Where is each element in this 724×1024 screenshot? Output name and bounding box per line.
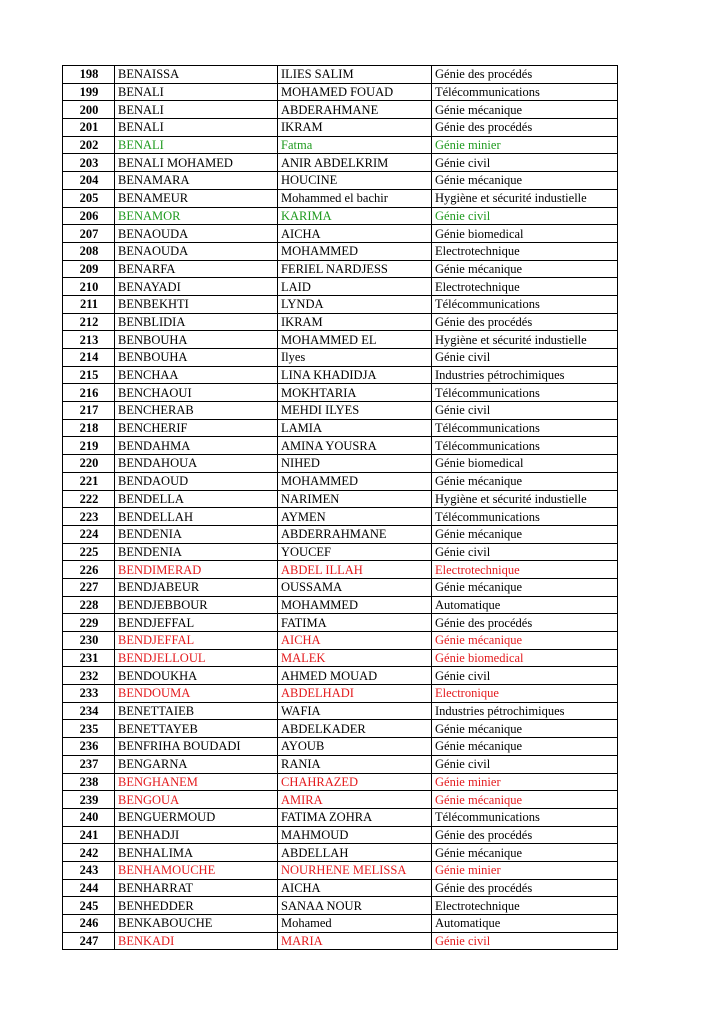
row-number-cell: 243 (63, 861, 115, 879)
first-name-cell: MOHAMED FOUAD (278, 83, 432, 101)
last-name-cell: BENHAMOUCHE (115, 861, 278, 879)
first-name-cell: ABDEL ILLAH (278, 561, 432, 579)
program-cell: Télécommunications (432, 437, 618, 455)
table-row (63, 791, 618, 809)
table-row (63, 172, 618, 190)
program-cell: Industries pétrochimiques (432, 366, 618, 384)
row-number-cell: 204 (63, 172, 115, 190)
first-name-cell: MOKHTARIA (278, 384, 432, 402)
first-name-cell: CHAHRAZED (278, 773, 432, 791)
program-cell: Génie mécanique (432, 632, 618, 650)
program-cell: Génie minier (432, 136, 618, 154)
table-row (63, 349, 618, 367)
last-name-cell: BENETTAIEB (115, 702, 278, 720)
first-name-cell: MALEK (278, 649, 432, 667)
first-name-cell: FERIEL NARDJESS (278, 260, 432, 278)
row-number-cell: 212 (63, 313, 115, 331)
row-number-cell: 223 (63, 508, 115, 526)
row-number-cell: 201 (63, 119, 115, 137)
row-number-cell: 216 (63, 384, 115, 402)
program-cell: Génie des procédés (432, 826, 618, 844)
program-cell: Télécommunications (432, 808, 618, 826)
table-row (63, 738, 618, 756)
program-cell: Electrotechnique (432, 242, 618, 260)
first-name-cell: MOHAMMED (278, 472, 432, 490)
last-name-cell: BENBLIDIA (115, 313, 278, 331)
last-name-cell: BENAMOR (115, 207, 278, 225)
first-name-cell: SANAA NOUR (278, 897, 432, 915)
first-name-cell: WAFIA (278, 702, 432, 720)
last-name-cell: BENAOUDA (115, 242, 278, 260)
table-row (63, 225, 618, 243)
row-number-cell: 198 (63, 66, 115, 84)
program-cell: Génie civil (432, 402, 618, 420)
row-number-cell: 240 (63, 808, 115, 826)
program-cell: Génie civil (432, 667, 618, 685)
row-number-cell: 235 (63, 720, 115, 738)
table-row (63, 773, 618, 791)
last-name-cell: BENARFA (115, 260, 278, 278)
table-row (63, 879, 618, 897)
program-cell: Industries pétrochimiques (432, 702, 618, 720)
row-number-cell: 208 (63, 242, 115, 260)
row-number-cell: 219 (63, 437, 115, 455)
first-name-cell: MAHMOUD (278, 826, 432, 844)
last-name-cell: BENAOUDA (115, 225, 278, 243)
last-name-cell: BENCHERIF (115, 419, 278, 437)
program-cell: Génie mécanique (432, 525, 618, 543)
first-name-cell: FATIMA (278, 614, 432, 632)
first-name-cell: HOUCINE (278, 172, 432, 190)
first-name-cell: Ilyes (278, 349, 432, 367)
last-name-cell: BENALI (115, 83, 278, 101)
last-name-cell: BENALI MOHAMED (115, 154, 278, 172)
last-name-cell: BENAISSA (115, 66, 278, 84)
program-cell: Génie minier (432, 773, 618, 791)
first-name-cell: AMIRA (278, 791, 432, 809)
table-row (63, 455, 618, 473)
last-name-cell: BENAMARA (115, 172, 278, 190)
last-name-cell: BENDAHMA (115, 437, 278, 455)
program-cell: Génie biomedical (432, 225, 618, 243)
row-number-cell: 199 (63, 83, 115, 101)
row-number-cell: 247 (63, 932, 115, 950)
program-cell: Génie mécanique (432, 172, 618, 190)
table-row (63, 897, 618, 915)
program-cell: Télécommunications (432, 83, 618, 101)
last-name-cell: BENDAOUD (115, 472, 278, 490)
last-name-cell: BENBEKHTI (115, 295, 278, 313)
program-cell: Télécommunications (432, 419, 618, 437)
table-row (63, 83, 618, 101)
row-number-cell: 221 (63, 472, 115, 490)
program-cell: Télécommunications (432, 508, 618, 526)
program-cell: Génie biomedical (432, 649, 618, 667)
row-number-cell: 232 (63, 667, 115, 685)
row-number-cell: 246 (63, 915, 115, 933)
table-row (63, 543, 618, 561)
first-name-cell: AYMEN (278, 508, 432, 526)
row-number-cell: 209 (63, 260, 115, 278)
last-name-cell: BENDJELLOUL (115, 649, 278, 667)
table-row (63, 596, 618, 614)
row-number-cell: 225 (63, 543, 115, 561)
last-name-cell: BENBOUHA (115, 349, 278, 367)
row-number-cell: 200 (63, 101, 115, 119)
first-name-cell: RANIA (278, 755, 432, 773)
table-row (63, 119, 618, 137)
row-number-cell: 233 (63, 685, 115, 703)
first-name-cell: ABDELKADER (278, 720, 432, 738)
program-cell: Génie des procédés (432, 614, 618, 632)
row-number-cell: 214 (63, 349, 115, 367)
first-name-cell: MOHAMMED (278, 596, 432, 614)
program-cell: Génie mécanique (432, 472, 618, 490)
first-name-cell: ANIR ABDELKRIM (278, 154, 432, 172)
program-cell: Hygiène et sécurité industielle (432, 331, 618, 349)
row-number-cell: 203 (63, 154, 115, 172)
row-number-cell: 218 (63, 419, 115, 437)
first-name-cell: AYOUB (278, 738, 432, 756)
first-name-cell: Mohamed (278, 915, 432, 933)
row-number-cell: 231 (63, 649, 115, 667)
row-number-cell: 215 (63, 366, 115, 384)
table-row (63, 614, 618, 632)
row-number-cell: 242 (63, 844, 115, 862)
first-name-cell: ABDELLAH (278, 844, 432, 862)
row-number-cell: 234 (63, 702, 115, 720)
first-name-cell: KARIMA (278, 207, 432, 225)
first-name-cell: LYNDA (278, 295, 432, 313)
program-cell: Génie mécanique (432, 720, 618, 738)
first-name-cell: MOHAMMED (278, 242, 432, 260)
first-name-cell: MOHAMMED EL (278, 331, 432, 349)
last-name-cell: BENHALIMA (115, 844, 278, 862)
first-name-cell: AICHA (278, 225, 432, 243)
first-name-cell: MEHDI ILYES (278, 402, 432, 420)
first-name-cell: ABDERAHMANE (278, 101, 432, 119)
last-name-cell: BENDJABEUR (115, 578, 278, 596)
table-row (63, 384, 618, 402)
table-row (63, 101, 618, 119)
last-name-cell: BENFRIHA BOUDADI (115, 738, 278, 756)
table-row (63, 702, 618, 720)
last-name-cell: BENDJEFFAL (115, 614, 278, 632)
last-name-cell: BENCHAOUI (115, 384, 278, 402)
row-number-cell: 236 (63, 738, 115, 756)
last-name-cell: BENDIMERAD (115, 561, 278, 579)
program-cell: Automatique (432, 915, 618, 933)
table-row (63, 419, 618, 437)
first-name-cell: NOURHENE MELISSA (278, 861, 432, 879)
last-name-cell: BENDOUKHA (115, 667, 278, 685)
table-row (63, 561, 618, 579)
last-name-cell: BENCHERAB (115, 402, 278, 420)
table-row (63, 66, 618, 84)
program-cell: Hygiène et sécurité industielle (432, 490, 618, 508)
last-name-cell: BENAMEUR (115, 189, 278, 207)
program-cell: Génie des procédés (432, 313, 618, 331)
table-row (63, 826, 618, 844)
row-number-cell: 210 (63, 278, 115, 296)
last-name-cell: BENDJEFFAL (115, 632, 278, 650)
table-row (63, 508, 618, 526)
program-cell: Electrotechnique (432, 278, 618, 296)
program-cell: Automatique (432, 596, 618, 614)
last-name-cell: BENALI (115, 101, 278, 119)
row-number-cell: 202 (63, 136, 115, 154)
table-row (63, 932, 618, 950)
first-name-cell: LAID (278, 278, 432, 296)
last-name-cell: BENHADJI (115, 826, 278, 844)
table-row (63, 313, 618, 331)
table-row (63, 808, 618, 826)
row-number-cell: 241 (63, 826, 115, 844)
table-row (63, 720, 618, 738)
row-number-cell: 217 (63, 402, 115, 420)
table-row (63, 667, 618, 685)
table-row (63, 207, 618, 225)
last-name-cell: BENDOUMA (115, 685, 278, 703)
last-name-cell: BENCHAA (115, 366, 278, 384)
last-name-cell: BENDENIA (115, 543, 278, 561)
row-number-cell: 222 (63, 490, 115, 508)
last-name-cell: BENHARRAT (115, 879, 278, 897)
row-number-cell: 245 (63, 897, 115, 915)
row-number-cell: 238 (63, 773, 115, 791)
last-name-cell: BENALI (115, 119, 278, 137)
last-name-cell: BENDAHOUA (115, 455, 278, 473)
last-name-cell: BENGHANEM (115, 773, 278, 791)
row-number-cell: 227 (63, 578, 115, 596)
first-name-cell: YOUCEF (278, 543, 432, 561)
first-name-cell: IKRAM (278, 119, 432, 137)
table-row (63, 366, 618, 384)
table-row (63, 844, 618, 862)
table-row (63, 685, 618, 703)
table-row (63, 331, 618, 349)
last-name-cell: BENGARNA (115, 755, 278, 773)
program-cell: Télécommunications (432, 295, 618, 313)
program-cell: Génie civil (432, 543, 618, 561)
row-number-cell: 228 (63, 596, 115, 614)
program-cell: Génie des procédés (432, 879, 618, 897)
program-cell: Génie biomedical (432, 455, 618, 473)
program-cell: Génie minier (432, 861, 618, 879)
program-cell: Génie mécanique (432, 578, 618, 596)
last-name-cell: BENETTAYEB (115, 720, 278, 738)
row-number-cell: 244 (63, 879, 115, 897)
first-name-cell: NIHED (278, 455, 432, 473)
row-number-cell: 206 (63, 207, 115, 225)
table-row (63, 136, 618, 154)
last-name-cell: BENDELLAH (115, 508, 278, 526)
table-row (63, 472, 618, 490)
first-name-cell: IKRAM (278, 313, 432, 331)
program-cell: Génie civil (432, 207, 618, 225)
row-number-cell: 207 (63, 225, 115, 243)
program-cell: Génie des procédés (432, 119, 618, 137)
table-row (63, 402, 618, 420)
row-number-cell: 230 (63, 632, 115, 650)
program-cell: Génie mécanique (432, 738, 618, 756)
first-name-cell: OUSSAMA (278, 578, 432, 596)
first-name-cell: ABDERRAHMANE (278, 525, 432, 543)
program-cell: Génie mécanique (432, 844, 618, 862)
first-name-cell: AHMED MOUAD (278, 667, 432, 685)
program-cell: Génie des procédés (432, 66, 618, 84)
program-cell: Electrotechnique (432, 897, 618, 915)
table-row (63, 295, 618, 313)
first-name-cell: Mohammed el bachir (278, 189, 432, 207)
last-name-cell: BENAYADI (115, 278, 278, 296)
first-name-cell: MARIA (278, 932, 432, 950)
program-cell: Electrotechnique (432, 561, 618, 579)
last-name-cell: BENKADI (115, 932, 278, 950)
last-name-cell: BENDENIA (115, 525, 278, 543)
row-number-cell: 211 (63, 295, 115, 313)
first-name-cell: Fatma (278, 136, 432, 154)
first-name-cell: NARIMEN (278, 490, 432, 508)
last-name-cell: BENGOUA (115, 791, 278, 809)
first-name-cell: AICHA (278, 632, 432, 650)
first-name-cell: ABDELHADI (278, 685, 432, 703)
program-cell: Génie civil (432, 154, 618, 172)
table-row (63, 525, 618, 543)
first-name-cell: AMINA YOUSRA (278, 437, 432, 455)
table-row (63, 915, 618, 933)
student-list-table (62, 65, 618, 950)
last-name-cell: BENGUERMOUD (115, 808, 278, 826)
program-cell: Génie civil (432, 755, 618, 773)
first-name-cell: LAMIA (278, 419, 432, 437)
first-name-cell: LINA KHADIDJA (278, 366, 432, 384)
table-row (63, 437, 618, 455)
table-row (63, 578, 618, 596)
row-number-cell: 224 (63, 525, 115, 543)
table-row (63, 242, 618, 260)
row-number-cell: 239 (63, 791, 115, 809)
student-list-body (63, 66, 618, 950)
last-name-cell: BENDELLA (115, 490, 278, 508)
last-name-cell: BENHEDDER (115, 897, 278, 915)
first-name-cell: AICHA (278, 879, 432, 897)
table-row (63, 260, 618, 278)
table-row (63, 154, 618, 172)
last-name-cell: BENBOUHA (115, 331, 278, 349)
table-row (63, 755, 618, 773)
row-number-cell: 205 (63, 189, 115, 207)
row-number-cell: 213 (63, 331, 115, 349)
last-name-cell: BENKABOUCHE (115, 915, 278, 933)
program-cell: Génie mécanique (432, 791, 618, 809)
row-number-cell: 226 (63, 561, 115, 579)
row-number-cell: 220 (63, 455, 115, 473)
table-row (63, 649, 618, 667)
program-cell: Génie civil (432, 932, 618, 950)
table-row (63, 490, 618, 508)
program-cell: Hygiène et sécurité industielle (432, 189, 618, 207)
program-cell: Télécommunications (432, 384, 618, 402)
row-number-cell: 229 (63, 614, 115, 632)
program-cell: Electronique (432, 685, 618, 703)
first-name-cell: ILIES SALIM (278, 66, 432, 84)
table-row (63, 278, 618, 296)
table-row (63, 861, 618, 879)
program-cell: Génie mécanique (432, 260, 618, 278)
last-name-cell: BENDJEBBOUR (115, 596, 278, 614)
program-cell: Génie mécanique (432, 101, 618, 119)
first-name-cell: FATIMA ZOHRA (278, 808, 432, 826)
last-name-cell: BENALI (115, 136, 278, 154)
table-row (63, 189, 618, 207)
row-number-cell: 237 (63, 755, 115, 773)
table-row (63, 632, 618, 650)
program-cell: Génie civil (432, 349, 618, 367)
